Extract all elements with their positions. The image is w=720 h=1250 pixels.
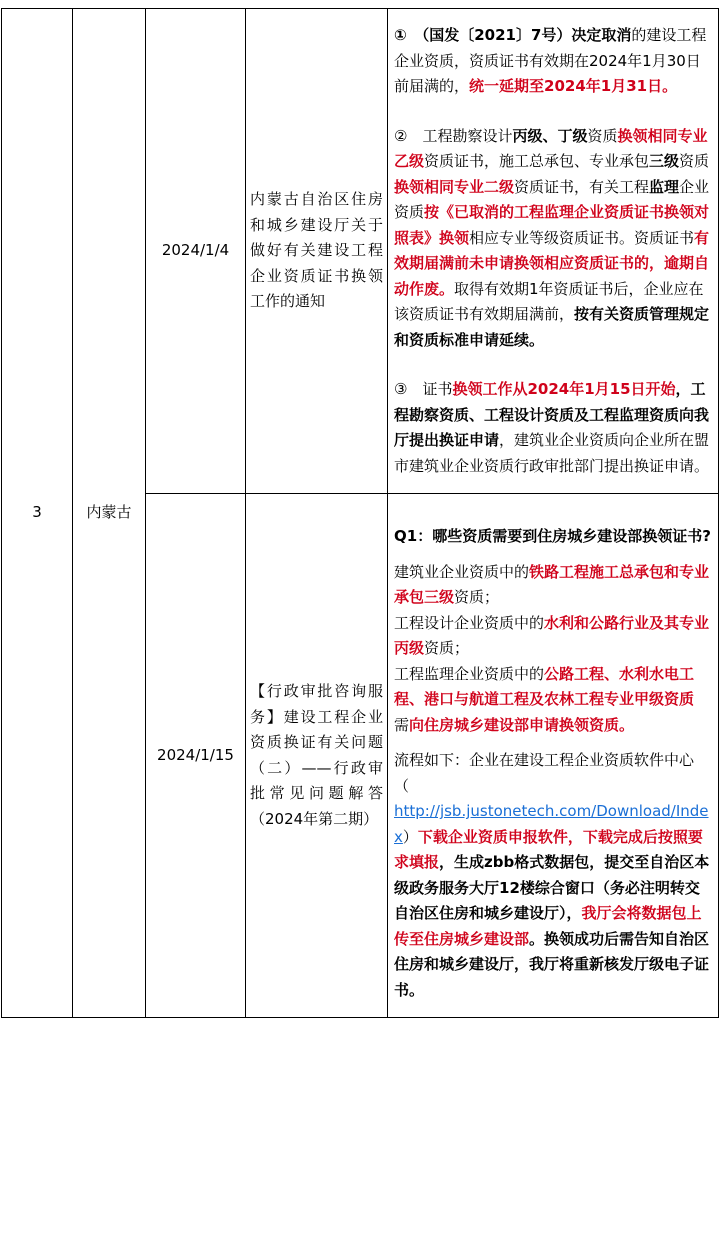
row-number: 3 — [2, 9, 73, 1018]
download-link[interactable]: http://jsb.justonetech.com/Download/Index — [394, 802, 709, 846]
table-row — [2, 9, 719, 494]
date-cell: 2024/1/4 — [146, 9, 246, 494]
date-cell: 2024/1/15 — [146, 494, 246, 1018]
content-paragraph-1: ① （国发〔2021〕7号）决定取消的建设工程企业资质，资质证书有效期在2024年1月30日前届满的，统一延期至2024年1月31日。 — [394, 26, 707, 95]
faq-content-cell — [388, 494, 719, 1018]
content-paragraph-3: ③ 证书换领工作从2024年1月15日开始，工程勘察资质、工程设计资质及工程监理资质向我厅提出换证申请，建筑业企业资质向企业所在盟市建筑业企业资质行政审批部门提出换证申请。 — [394, 380, 710, 475]
faq-answer-line-2: 工程设计企业资质中的水利和公路行业及其专业丙级资质； — [394, 613, 710, 657]
faq-answer-line-1: 建筑业企业资质中的铁路工程施工总承包和专业承包三级资质； — [394, 562, 710, 606]
process-paragraph: 流程如下：企业在建设工程企业资质软件中心 （ http://jsb.justonetech.com/Download/Index）下载企业资质申报软件，下载完成后按照要求填报，生成zbb格式数据包，提交至自治区本级政务服务大厅12楼综合窗口（务必注明转交自治区住房和城乡建设厅），我厅会将数据包上传至住房城乡建设部。换领成功后需告知自治区住房和城乡建设厅，我厅将重新核发厅级电子证书。 — [394, 751, 710, 999]
qualification-table — [1, 8, 719, 1018]
notice-title-cell: 【行政审批咨询服务】建设工程企业资质换证有关问题（二）——行政审批常见问题解答（2024年第二期） — [246, 494, 388, 1018]
content-paragraph-2: ② 工程勘察设计丙级、丁级资质换领相同专业乙级资质证书，施工总承包、专业承包三级资质换领相同专业二级资质证书，有关工程监理企业资质按《已取消的工程监理企业资质证书换领对照表》换领相应专业等级资质证书。资质证书有效期届满前未申请换领相应资质证书的，逾期自动作废。取得有效期1年资质证书后，企业应在该资质证书有效期届满前，按有关资质管理规定和资质标准申请延续。 — [394, 126, 710, 349]
notice-title-cell: 内蒙古自治区住房和城乡建设厅关于做好有关建设工程企业资质证书换领工作的通知 — [246, 9, 388, 494]
faq-answer-line-3: 工程监理企业资质中的公路工程、水利水电工程、港口与航道工程及农林工程专业甲级资质 — [394, 664, 695, 708]
faq-answer-line-4: 需向住房城乡建设部申请换领资质。 — [394, 715, 635, 734]
province-cell: 内蒙古 — [73, 9, 146, 1018]
notice-content-cell — [388, 9, 719, 494]
faq-question: Q1：哪些资质需要到住房城乡建设部换领证书? — [394, 527, 711, 545]
